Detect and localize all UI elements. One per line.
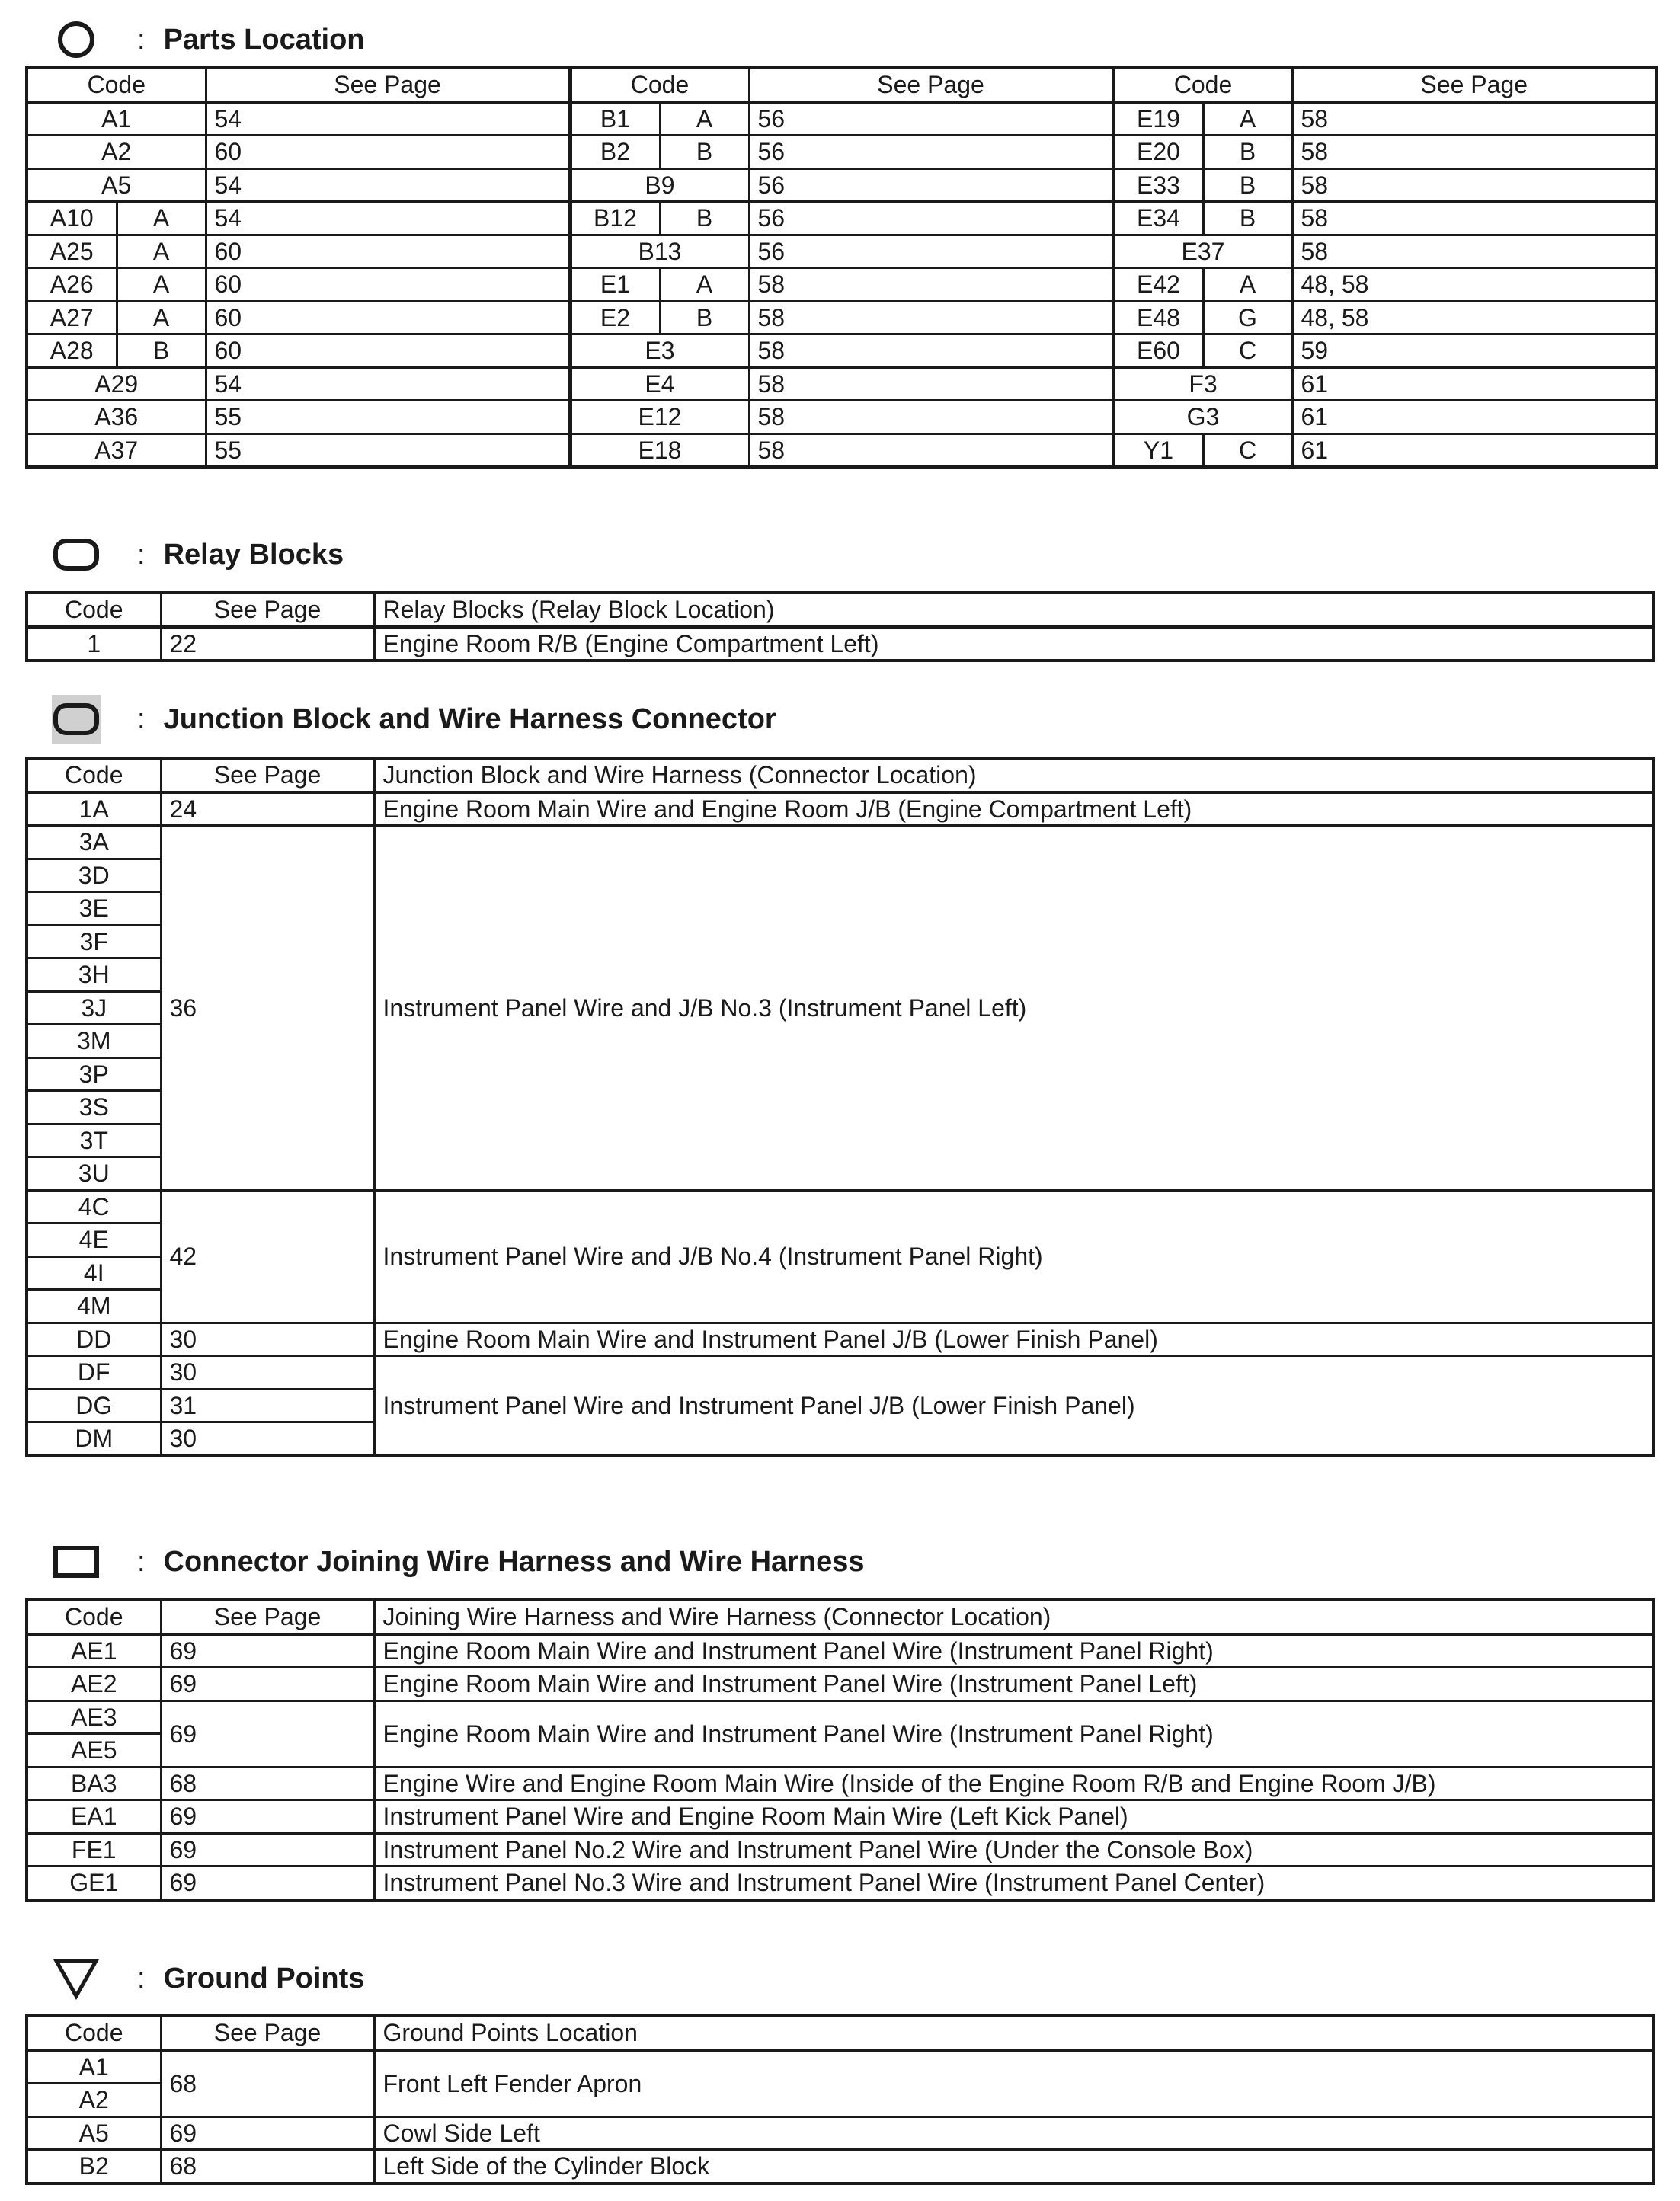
see-page-cell: 60 [206,235,570,268]
code-cell: 4M [27,1290,161,1323]
see-page-cell: 58 [1292,235,1656,268]
see-page-cell: 58 [1292,202,1656,235]
rounded-rect-icon [52,530,101,579]
column-header-see-page: See Page [161,1600,374,1634]
table-row [27,168,1656,202]
junction-block-table [25,757,1655,1457]
location-cell: Instrument Panel Wire and J/B No.4 (Instrument Panel Right) [374,1190,1653,1323]
rect-icon [52,1537,101,1586]
see-page-cell: 54 [206,102,570,136]
column-header-location: Junction Block and Wire Harness (Connector Location) [374,758,1653,792]
header-row [27,593,1653,627]
code-cell: 1 [27,627,161,661]
table-row [27,1800,1653,1834]
column-header-see-page: See Page [161,2016,374,2050]
see-page-cell: 55 [206,401,570,434]
see-page-cell: 58 [1292,136,1656,169]
sub-code-cell: G [1203,301,1292,334]
relay-blocks-table [25,591,1655,662]
table-row [27,202,1656,235]
location-cell: Engine Room Main Wire and Instrument Panel J/B (Lower Finish Panel) [374,1323,1653,1356]
see-page-cell: 58 [749,401,1113,434]
sub-code-cell: B [660,202,749,235]
header-row [27,68,1656,102]
shaded-rounded-rect-icon [52,695,101,744]
code-cell: EA1 [27,1800,161,1834]
code-cell: B1 [570,102,660,136]
section-title: Parts Location [163,23,365,56]
header-row [27,758,1653,792]
connector-joining-heading [52,1537,865,1586]
see-page-cell: 58 [749,433,1113,467]
see-page-cell: 30 [161,1422,374,1456]
code-cell: 4E [27,1224,161,1257]
table-row [27,1634,1653,1668]
table-row [27,401,1656,434]
see-page-cell: 54 [206,168,570,202]
see-page-cell: 56 [749,136,1113,169]
see-page-cell: 56 [749,168,1113,202]
table-row [27,136,1656,169]
location-cell: Engine Wire and Engine Room Main Wire (Inside of the Engine Room R/B and Engine Room J/B) [374,1767,1653,1800]
parts-location-table [25,66,1658,469]
sub-code-cell: A [660,102,749,136]
code-cell: 3U [27,1157,161,1191]
code-cell: E4 [570,367,749,401]
column-header-see-page: See Page [749,68,1113,102]
table-row [27,367,1656,401]
table-row [27,792,1653,826]
colon: : [137,23,146,56]
code-cell: 4I [27,1256,161,1290]
code-cell: DF [27,1356,161,1390]
code-cell: B2 [570,136,660,169]
sub-code-cell: B [660,136,749,169]
table-row [27,268,1656,302]
code-cell: 3T [27,1124,161,1157]
location-cell: Instrument Panel Wire and Instrument Panel J/B (Lower Finish Panel) [374,1356,1653,1456]
code-cell: A1 [27,2050,161,2084]
see-page-cell: 60 [206,268,570,302]
column-header-code: Code [27,2016,161,2050]
table-row [27,235,1656,268]
code-cell: 1A [27,792,161,826]
see-page-cell: 56 [749,235,1113,268]
see-page-cell: 36 [161,826,374,1191]
ground-points-table [25,2014,1655,2185]
location-cell: Instrument Panel No.2 Wire and Instrument Panel Wire (Under the Console Box) [374,1833,1653,1867]
column-header-location: Joining Wire Harness and Wire Harness (Connector Location) [374,1600,1653,1634]
column-header-code: Code [27,1600,161,1634]
header-row [27,2016,1653,2050]
code-cell: 3D [27,859,161,892]
location-cell: Instrument Panel Wire and J/B No.3 (Instrument Panel Left) [374,826,1653,1191]
code-cell: FE1 [27,1833,161,1867]
code-cell: 4C [27,1190,161,1224]
code-cell: BA3 [27,1767,161,1800]
sub-code-cell: A [1203,268,1292,302]
column-header-location: Ground Points Location [374,2016,1653,2050]
code-cell: Y1 [1113,433,1203,467]
see-page-cell: 58 [749,334,1113,368]
code-cell: E18 [570,433,749,467]
see-page-cell: 68 [161,2150,374,2183]
see-page-cell: 58 [1292,168,1656,202]
location-cell: Engine Room Main Wire and Instrument Panel Wire (Instrument Panel Right) [374,1634,1653,1668]
table-row [27,2116,1653,2150]
see-page-cell: 30 [161,1323,374,1356]
column-header-code: Code [27,758,161,792]
code-cell: E3 [570,334,749,368]
code-cell: A26 [27,268,117,302]
code-cell: DG [27,1389,161,1422]
code-cell: AE5 [27,1734,161,1768]
sub-code-cell: A [660,268,749,302]
parts-location-heading [52,15,365,64]
code-cell: 3M [27,1025,161,1058]
see-page-cell: 61 [1292,367,1656,401]
sub-code-cell: B [1203,168,1292,202]
see-page-cell: 68 [161,1767,374,1800]
see-page-cell: 58 [749,268,1113,302]
code-cell: G3 [1113,401,1292,434]
location-cell: Engine Room Main Wire and Instrument Panel Wire (Instrument Panel Right) [374,1700,1653,1767]
code-cell: AE1 [27,1634,161,1668]
code-cell: A2 [27,136,206,169]
see-page-cell: 54 [206,202,570,235]
sub-code-cell: B [660,301,749,334]
column-header-code: Code [1113,68,1292,102]
code-cell: B9 [570,168,749,202]
code-cell: AE2 [27,1668,161,1701]
ground-points-heading [52,1954,364,2003]
code-cell: E20 [1113,136,1203,169]
location-cell: Engine Room Main Wire and Engine Room J/B (Engine Compartment Left) [374,792,1653,826]
column-header-code: Code [27,68,206,102]
see-page-cell: 69 [161,2116,374,2150]
see-page-cell: 58 [749,301,1113,334]
see-page-cell: 56 [749,102,1113,136]
see-page-cell: 61 [1292,433,1656,467]
table-row [27,1668,1653,1701]
location-cell: Instrument Panel No.3 Wire and Instrument Panel Wire (Instrument Panel Center) [374,1867,1653,1900]
code-cell: A5 [27,168,206,202]
table-row [27,1190,1653,1224]
column-header-see-page: See Page [161,593,374,627]
column-header-code: Code [27,593,161,627]
see-page-cell: 55 [206,433,570,467]
location-cell: Front Left Fender Apron [374,2050,1653,2117]
see-page-cell: 69 [161,1668,374,1701]
code-cell: E48 [1113,301,1203,334]
see-page-cell: 60 [206,136,570,169]
sub-code-cell: A [117,268,206,302]
code-cell: A27 [27,301,117,334]
code-cell: A37 [27,433,206,467]
location-cell: Engine Room R/B (Engine Compartment Left) [374,627,1653,661]
see-page-cell: 58 [1292,102,1656,136]
column-header-see-page: See Page [206,68,570,102]
section-title: Relay Blocks [163,538,344,571]
triangle-down-icon [52,1954,101,2003]
code-cell: E37 [1113,235,1292,268]
code-cell: A28 [27,334,117,368]
code-cell: B2 [27,2150,161,2183]
code-cell: E42 [1113,268,1203,302]
see-page-cell: 31 [161,1389,374,1422]
code-cell: DM [27,1422,161,1456]
column-header-see-page: See Page [161,758,374,792]
location-cell: Engine Room Main Wire and Instrument Panel Wire (Instrument Panel Left) [374,1668,1653,1701]
sub-code-cell: A [117,235,206,268]
see-page-cell: 48, 58 [1292,301,1656,334]
see-page-cell: 61 [1292,401,1656,434]
code-cell: 3P [27,1057,161,1091]
see-page-cell: 60 [206,334,570,368]
sub-code-cell: B [1203,202,1292,235]
code-cell: DD [27,1323,161,1356]
column-header-location: Relay Blocks (Relay Block Location) [374,593,1653,627]
see-page-cell: 69 [161,1833,374,1867]
see-page-cell: 69 [161,1634,374,1668]
code-cell: 3F [27,925,161,958]
location-cell: Left Side of the Cylinder Block [374,2150,1653,2183]
relay-blocks-heading [52,530,344,579]
section-title: Ground Points [163,1962,365,1995]
code-cell: A29 [27,367,206,401]
see-page-cell: 30 [161,1356,374,1390]
code-cell: GE1 [27,1867,161,1900]
table-row [27,2150,1653,2183]
location-cell: Instrument Panel Wire and Engine Room Main Wire (Left Kick Panel) [374,1800,1653,1834]
colon: : [137,1962,146,1995]
see-page-cell: 69 [161,1867,374,1900]
sub-code-cell: A [1203,102,1292,136]
sub-code-cell: B [117,334,206,368]
code-cell: A5 [27,2116,161,2150]
header-row [27,1600,1653,1634]
section-title: Junction Block and Wire Harness Connector [163,702,776,735]
table-row [27,627,1653,661]
circle-icon [52,15,101,64]
table-row [27,102,1656,136]
column-header-code: Code [570,68,749,102]
column-header-see-page: See Page [1292,68,1656,102]
code-cell: A25 [27,235,117,268]
see-page-cell: 56 [749,202,1113,235]
table-row [27,1323,1653,1356]
code-cell: E60 [1113,334,1203,368]
see-page-cell: 48, 58 [1292,268,1656,302]
see-page-cell: 60 [206,301,570,334]
code-cell: E12 [570,401,749,434]
section-title: Connector Joining Wire Harness and Wire Harness [163,1545,865,1578]
sub-code-cell: C [1203,334,1292,368]
sub-code-cell: B [1203,136,1292,169]
table-row [27,1767,1653,1800]
code-cell: E19 [1113,102,1203,136]
table-row [27,1356,1653,1390]
table-row [27,334,1656,368]
code-cell: A10 [27,202,117,235]
code-cell: AE3 [27,1700,161,1734]
code-cell: B12 [570,202,660,235]
colon: : [137,1545,146,1578]
see-page-cell: 68 [161,2050,374,2117]
location-cell: Cowl Side Left [374,2116,1653,2150]
see-page-cell: 22 [161,627,374,661]
sub-code-cell: A [117,202,206,235]
table-row [27,1833,1653,1867]
code-cell: F3 [1113,367,1292,401]
colon: : [137,538,146,571]
code-cell: E1 [570,268,660,302]
see-page-cell: 59 [1292,334,1656,368]
see-page-cell: 54 [206,367,570,401]
code-cell: A1 [27,102,206,136]
see-page-cell: 24 [161,792,374,826]
table-row [27,433,1656,467]
code-cell: 3H [27,958,161,992]
code-cell: E2 [570,301,660,334]
connector-joining-table [25,1598,1655,1902]
code-cell: 3J [27,991,161,1025]
table-row [27,2050,1653,2084]
see-page-cell: 69 [161,1800,374,1834]
sub-code-cell: C [1203,433,1292,467]
code-cell: 3S [27,1091,161,1124]
code-cell: A36 [27,401,206,434]
table-row [27,1700,1653,1734]
code-cell: 3E [27,892,161,926]
see-page-cell: 58 [749,367,1113,401]
junction-block-heading [52,695,776,744]
code-cell: 3A [27,826,161,859]
table-row [27,1867,1653,1900]
see-page-cell: 42 [161,1190,374,1323]
code-cell: E34 [1113,202,1203,235]
table-row [27,301,1656,334]
colon: : [137,702,146,735]
code-cell: A2 [27,2084,161,2117]
code-cell: E33 [1113,168,1203,202]
table-row [27,826,1653,859]
code-cell: B13 [570,235,749,268]
sub-code-cell: A [117,301,206,334]
see-page-cell: 69 [161,1700,374,1767]
